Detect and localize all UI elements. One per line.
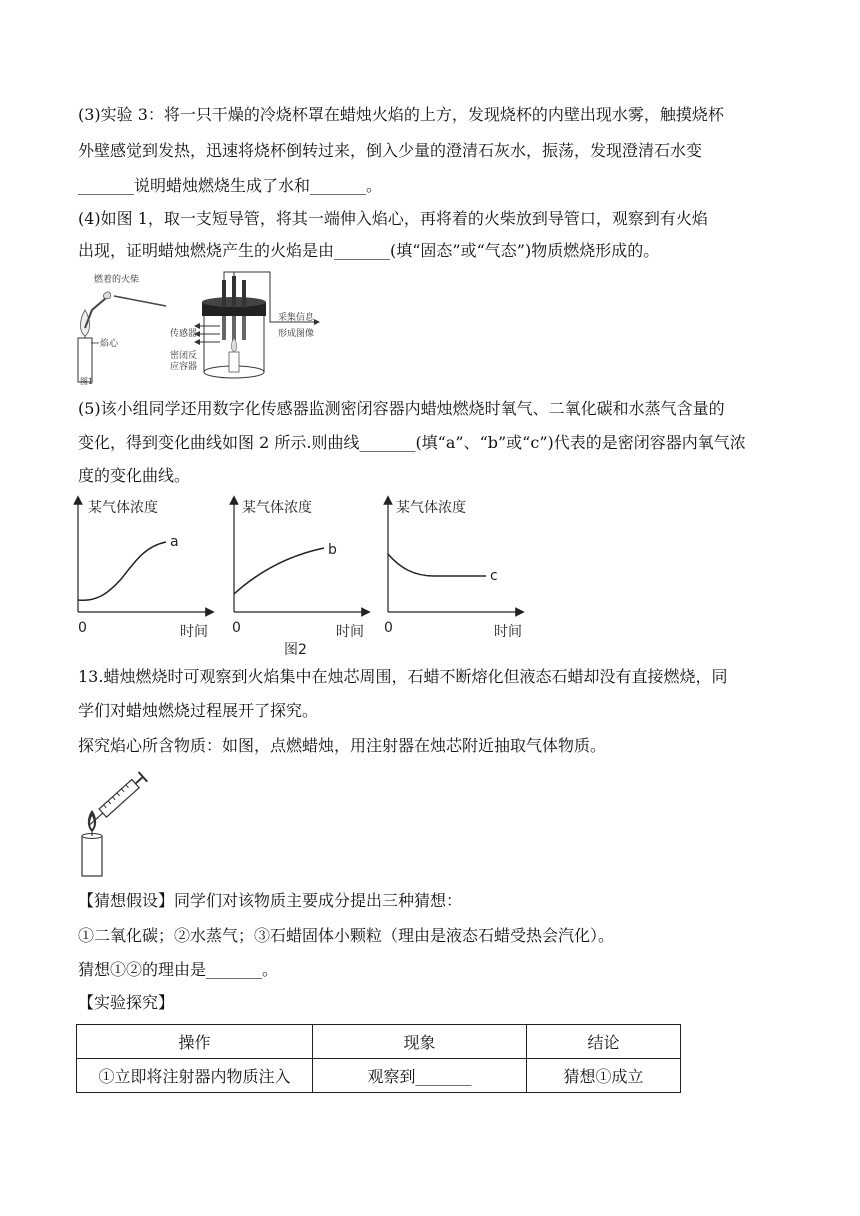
header-conclusion: 结论 xyxy=(527,1025,681,1059)
flame-core-label: 焰心 xyxy=(100,339,119,349)
table-header-row xyxy=(77,1025,681,1059)
container-label-line2: 应容器 xyxy=(170,362,198,372)
q13-line3: 探究焰心所含物质：如图，点燃蜡烛，用注射器在烛芯附近抽取气体物质。 xyxy=(78,736,607,755)
sealed-container-apparatus xyxy=(194,272,320,378)
q12-p4-line1: (4)如图 1，取一支短导管，将其一端伸入焰心，再将着的火柴放到导管口，观察到有火焰 xyxy=(78,209,708,228)
sensor-label: 传感器 xyxy=(170,329,198,339)
curve-c-label: c xyxy=(490,568,498,584)
q12-p3-line2: 外壁感觉到发热，迅速将烧杯倒转过来，倒入少量的澄清石灰水，振荡，发现澄清石水变 xyxy=(78,141,703,160)
chart-b-ylabel: 某气体浓度 xyxy=(242,500,312,516)
chart-c xyxy=(384,499,522,640)
experiment-title: 【实验探究】 xyxy=(78,993,175,1012)
header-operation: 操作 xyxy=(77,1025,313,1059)
figure-2 xyxy=(66,490,536,660)
cell-operation: ①立即将注射器内物质注入 xyxy=(77,1059,313,1093)
q13-line2: 学们对蜡烛燃烧过程展开了探究。 xyxy=(78,701,319,720)
candle-tube-apparatus xyxy=(78,292,166,382)
match-label: 燃着的火柴 xyxy=(94,275,140,285)
container-label-line1: 密闭反 xyxy=(170,351,198,361)
q12-p4-line2: 出现，证明蜡烛燃烧产生的火焰是由_______(填“固态”或“气态”)物质燃烧形成的。 xyxy=(78,241,660,260)
chart-b-xlabel: 时间 xyxy=(336,624,364,640)
chart-a-ylabel: 某气体浓度 xyxy=(88,500,158,516)
curve-a-label: a xyxy=(170,534,179,550)
hypothesis-title: 【猜想假设】同学们对该物质主要成分提出三种猜想： xyxy=(78,891,463,910)
curve-b xyxy=(234,548,324,594)
chart-b xyxy=(232,499,366,640)
figure-1-caption: 图1 xyxy=(80,377,94,386)
chart-c-xlabel: 时间 xyxy=(494,624,522,640)
q12-p5-line2: 变化，得到变化曲线如图 2 所示.则曲线_______(填“a”、“b”或“c”)代表的是密闭容器内氧气浓 xyxy=(78,433,746,452)
q12-p5-line3: 度的变化曲线。 xyxy=(78,466,191,485)
curve-a xyxy=(78,542,166,600)
header-phenomenon: 现象 xyxy=(313,1025,527,1059)
chart-c-ylabel: 某气体浓度 xyxy=(396,500,466,516)
chart-b-origin: 0 xyxy=(232,620,241,636)
hypothesis-reason: 猜想①②的理由是_______。 xyxy=(78,960,279,979)
table-row xyxy=(77,1059,681,1093)
chart-a-xlabel: 时间 xyxy=(180,624,208,640)
chart-c-origin: 0 xyxy=(384,620,393,636)
info-label-line2: 形成图像 xyxy=(278,329,315,339)
syringe-candle-figure xyxy=(76,766,156,880)
q13-line1: 13.蜡烛燃烧时可观察到火焰集中在烛芯周围，石蜡不断熔化但液态石蜡却没有直接燃烧，同 xyxy=(78,667,728,686)
hypothesis-items: ①二氧化碳；②水蒸气；③石蜡固体小颗粒（理由是液态石蜡受热会汽化）。 xyxy=(78,926,615,945)
cell-conclusion: 猜想①成立 xyxy=(527,1059,681,1093)
q12-p5-line1: (5)该小组同学还用数字化传感器监测密闭容器内蜡烛燃烧时氧气、二氧化碳和水蒸气含量的 xyxy=(78,399,725,418)
chart-a-origin: 0 xyxy=(78,620,87,636)
chart-a xyxy=(78,499,210,640)
experiment-table xyxy=(76,1024,681,1093)
q12-p3-line1: (3)实验 3：将一只干燥的冷烧杯罩在蜡烛火焰的上方，发现烧杯的内壁出现水雾，触摸烧杯 xyxy=(78,105,724,124)
curve-b-label: b xyxy=(328,542,337,558)
cell-phenomenon: 观察到_______ xyxy=(313,1059,527,1093)
info-label-line1: 采集信息 xyxy=(278,313,315,323)
figure-2-caption: 图2 xyxy=(284,642,307,658)
curve-c xyxy=(388,554,486,576)
figure-1 xyxy=(74,270,344,388)
q12-p3-line3: _______说明蜡烛燃烧生成了水和_______。 xyxy=(78,176,383,195)
